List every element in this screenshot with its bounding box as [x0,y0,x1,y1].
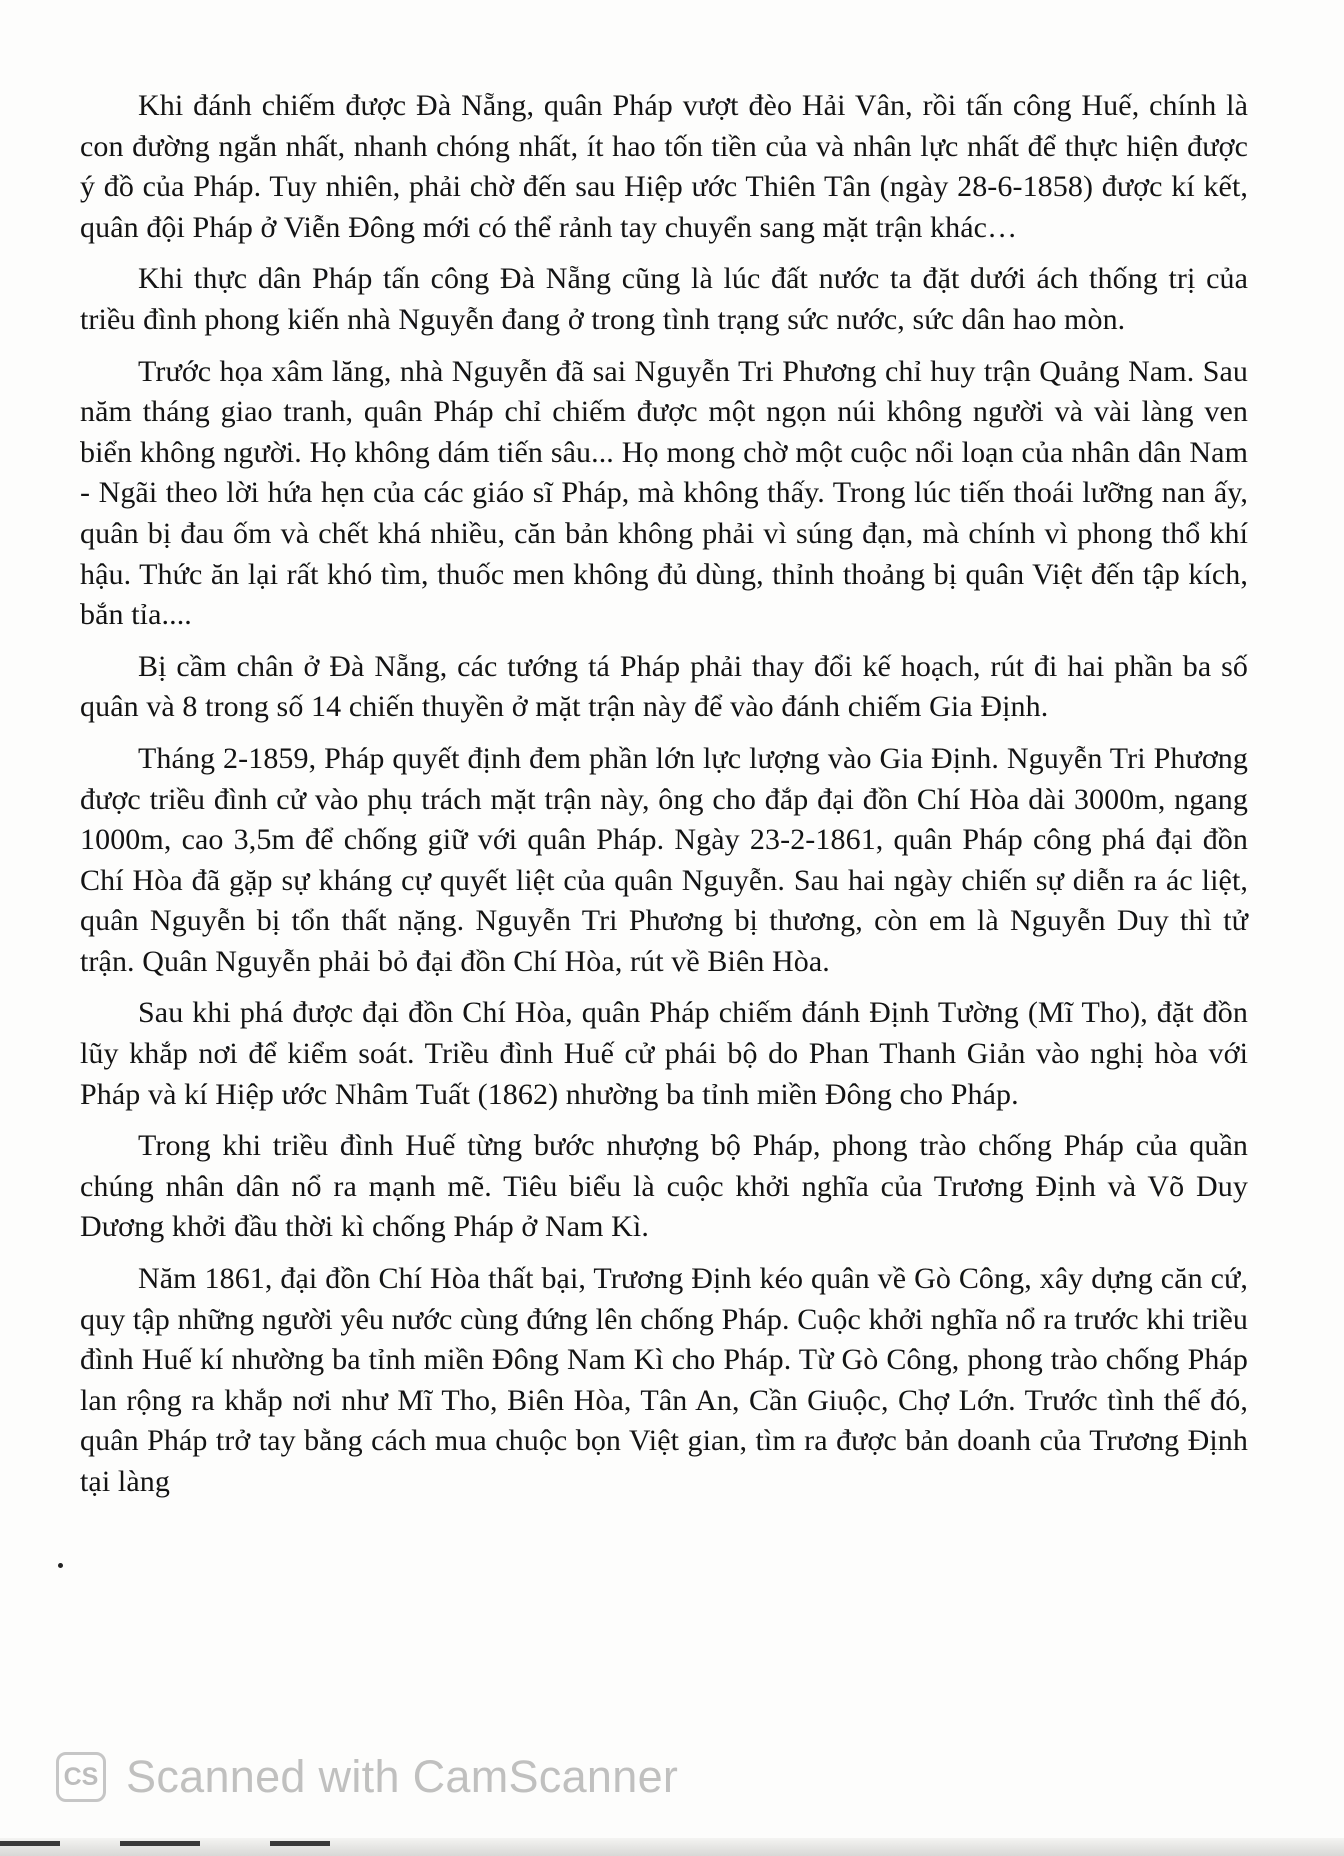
paragraph-4: Bị cầm chân ở Đà Nẵng, các tướng tá Pháp phải thay đổi kế hoạch, rút đi hai phần ba số quân và 8 trong số 14 chiến thuyền ở mặt trận này để vào đánh chiếm Gia Định. [80,649,1248,724]
edge-mark [0,1841,60,1846]
paragraph-1: Khi đánh chiếm được Đà Nẵng, quân Pháp vượt đèo Hải Vân, rồi tấn công Huế, chính là con đường ngắn nhất, nhanh chóng nhất, ít hao tốn tiền của và nhân lực nhất để thực hiện được ý đồ của Pháp. Tuy nhiên, phải chờ đến sau Hiệp ước Thiên Tân (ngày 28-6-1858) được kí kết, quân đội Pháp ở Viễn Đông mới có thể rảnh tay chuyển sang mặt trận khác… [80,89,1248,244]
watermark-text: Scanned with CamScanner [126,1751,679,1802]
paragraph-7: Trong khi triều đình Huế từng bước nhượng bộ Pháp, phong trào chống Pháp của quần chúng nhân dân nổ ra mạnh mẽ. Tiêu biểu là cuộc khởi nghĩa của Trương Định và Võ Duy Dương khởi đầu thời kì chống Pháp ở Nam Kì. [80,1129,1248,1244]
edge-mark [120,1841,200,1846]
paragraph-5: Tháng 2-1859, Pháp quyết định đem phần lớn lực lượng vào Gia Định. Nguyễn Tri Phương được triều đình cử vào phụ trách mặt trận này, ông cho đắp đại đồn Chí Hòa dài 3000m, ngang 1000m, cao 3,5m để chống giữ với quân Pháp. Ngày 23-2-1861, quân Pháp công phá đại đồn Chí Hòa đã gặp sự kháng cự quyết liệt của quân Nguyễn. Sau hai ngày chiến sự diễn ra ác liệt, quân Nguyễn bị tổn thất nặng. Nguyễn Tri Phương bị thương, còn em là Nguyễn Duy thì tử trận. Quân Nguyễn phải bỏ đại đồn Chí Hòa, rút về Biên Hòa. [80,741,1248,978]
document-body [80,86,1248,1514]
camscanner-logo-icon: CS [56,1752,106,1802]
camscanner-watermark [56,1747,678,1807]
paragraph-8: Năm 1861, đại đồn Chí Hòa thất bại, Trương Định kéo quân về Gò Công, xây dựng căn cứ, quy tập những người yêu nước cùng đứng lên chống Pháp. Cuộc khởi nghĩa nổ ra trước khi triều đình Huế kí nhường ba tỉnh miền Đông Nam Kì cho Pháp. Từ Gò Công, phong trào chống Pháp lan rộng ra khắp nơi như Mĩ Tho, Biên Hòa, Tân An, Cần Giuộc, Chợ Lớn. Trước tình thế đó, quân Pháp trở tay bằng cách mua chuộc bọn Việt gian, tìm ra được bản doanh của Trương Định tại làng [80,1262,1248,1498]
scan-speck [58,1563,63,1568]
paragraph-3: Trước họa xâm lăng, nhà Nguyễn đã sai Nguyễn Tri Phương chỉ huy trận Quảng Nam. Sau năm tháng giao tranh, quân Pháp chỉ chiếm được một ngọn núi không người và vài làng ven biển không người. Họ không dám tiến sâu... Họ mong chờ một cuộc nổi loạn của nhân dân Nam - Ngãi theo lời hứa hẹn của các giáo sĩ Pháp, mà không thấy. Trong lúc tiến thoái lưỡng nan ấy, quân bị đau ốm và chết khá nhiều, căn bản không phải vì súng đạn, mà chính vì phong thổ khí hậu. Thức ăn lại rất khó tìm, thuốc men không đủ dùng, thỉnh thoảng bị quân Việt đến tập kích, bắn tỉa.... [80,354,1248,632]
paragraph-6: Sau khi phá được đại đồn Chí Hòa, quân Pháp chiếm đánh Định Tường (Mĩ Tho), đặt đồn lũy khắp nơi để kiểm soát. Triều đình Huế cử phái bộ do Phan Thanh Giản vào nghị hòa với Pháp và kí Hiệp ước Nhâm Tuất (1862) nhường ba tỉnh miền Đông cho Pháp. [80,996,1248,1111]
edge-mark [270,1841,330,1846]
page-bottom-edge [0,1838,1344,1856]
paragraph-2: Khi thực dân Pháp tấn công Đà Nẵng cũng là lúc đất nước ta đặt dưới ách thống trị của triều đình phong kiến nhà Nguyễn đang ở trong tình trạng sức nước, sức dân hao mòn. [80,262,1248,336]
